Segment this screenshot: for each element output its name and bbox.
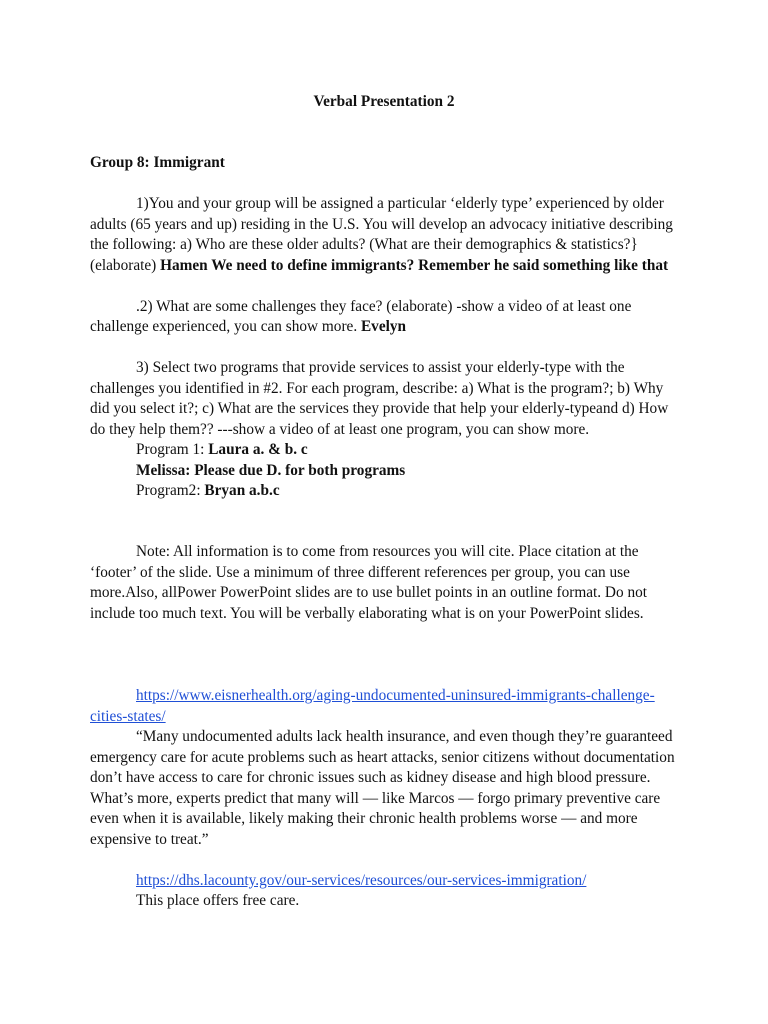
quote-line-4: What’s more, experts predict that many will — like Marcos — forgo primary preventive care — [90, 790, 661, 807]
note-line-4: include too much text. You will be verbally elaborating what is on your PowerPoint slides. — [90, 605, 644, 622]
q3-line-3: did you select it?; c) What are the services they provide that help your elderly-typeand d) How — [90, 400, 669, 417]
melissa-note: Melissa: Please due D. for both programs — [136, 462, 406, 479]
q1-line-2: adults (65 years and up) residing in the U.S. You will develop an advocacy initiative describing — [90, 216, 673, 233]
quote-line-3: don’t have access to care for chronic issues such as kidney disease and high blood pressure. — [90, 769, 651, 786]
q1-line-3: the following: a) Who are these older adults? (What are their demographics & statistics?} — [90, 236, 638, 253]
note-line-1: Note: All information is to come from resources you will cite. Place citation at the — [136, 543, 639, 560]
reference-1-link-part-1[interactable]: https://www.eisnerhealth.org/aging-undocumented-uninsured-immigrants-challenge- — [136, 687, 655, 704]
q3-line-4: do they help them?? ---show a video of at least one program, you can show more. — [90, 421, 590, 438]
reference-1-link-part-2[interactable]: cities-states/ — [90, 708, 166, 725]
quote-line-1: “Many undocumented adults lack health insurance, and even though they’re guaranteed — [136, 728, 673, 745]
q3-line-1: 3) Select two programs that provide services to assist your elderly-type with the — [136, 359, 625, 376]
note-line-2: ‘footer’ of the slide. Use a minimum of three different references per group, you can use — [90, 564, 630, 581]
q2-text: challenge experienced, you can show more. — [90, 318, 361, 335]
q3-line-2: challenges you identified in #2. For each program, describe: a) What is the program?; b) Why — [90, 380, 664, 397]
q2-line-2 — [90, 317, 406, 338]
group-heading: Group 8: Immigrant — [90, 154, 225, 171]
page-title: Verbal Presentation 2 — [313, 93, 455, 110]
program-1-line — [136, 440, 308, 461]
reference-2-link[interactable]: https://dhs.lacounty.gov/our-services/resources/our-services-immigration/ — [136, 872, 587, 889]
quote-line-6: expensive to treat.” — [90, 831, 209, 848]
quote-line-2: emergency care for acute problems such as heart attacks, senior citizens without documentation — [90, 749, 675, 766]
program-2-assignees: Bryan a.b.c — [204, 482, 280, 499]
q1-line-4 — [90, 256, 668, 277]
quote-line-5: even when it is available, likely making their chronic health problems worse — and more — [90, 810, 638, 827]
q1-line-1: 1)You and your group will be assigned a particular ‘elderly type’ experienced by older — [136, 195, 664, 212]
note-line-3: more.Also, allPower PowerPoint slides are to use bullet points in an outline format. Do not — [90, 584, 647, 601]
q1-hamen-note: Hamen We need to define immigrants? Remember he said something like that — [160, 257, 669, 274]
q1-elaborate-text: (elaborate) — [90, 257, 161, 274]
program-2-line — [136, 481, 280, 502]
q2-line-1: .2) What are some challenges they face? (elaborate) -show a video of at least one — [136, 298, 632, 315]
program-2-label: Program2: — [136, 482, 205, 499]
reference-2-comment: This place offers free care. — [136, 892, 300, 909]
program-1-assignees: Laura a. & b. c — [208, 441, 308, 458]
q2-assignee: Evelyn — [360, 318, 407, 335]
program-1-label: Program 1: — [136, 441, 209, 458]
